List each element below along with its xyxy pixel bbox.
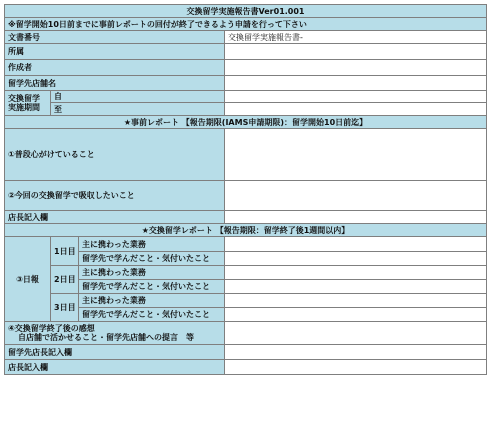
period-label-line-1: 交換留学 [8,94,40,103]
period-from-label: 自 [51,91,225,103]
day-3-learned-label: 留学先で学んだこと・気付いたこと [79,308,225,322]
host-store-label: 留学先店舗名 [5,76,225,91]
pre-report-header: ★事前レポート 【報告期限(IAMS申請期限)：留学開始10日前迄】 [5,116,487,129]
question-4-label [5,322,225,345]
question-1-label: ①普段心がけていること [5,129,225,181]
department-label: 所属 [5,44,225,60]
author-field[interactable] [225,60,487,76]
final-manager-comment-field[interactable] [225,360,487,375]
day-2-learned-label: 留学先で学んだこと・気付いたこと [79,280,225,294]
question-2-label: ②今回の交換留学で吸収したいこと [5,181,225,211]
daily-report-label: ③日報 [5,237,51,322]
question-1-field[interactable] [225,129,487,181]
day-3-label: 3日目 [51,294,79,322]
day-1-task-label: 主に携わった業務 [79,237,225,252]
final-manager-comment-label: 店長記入欄 [5,360,225,375]
period-from-field[interactable] [225,91,487,103]
manager-comment-label: 店長記入欄 [5,211,225,224]
day-1-learned-label: 留学先で学んだこと・気付いたこと [79,252,225,266]
author-label: 作成者 [5,60,225,76]
day-2-learned-field[interactable] [225,280,487,294]
host-store-field[interactable] [225,76,487,91]
doc-number-field[interactable]: 交換留学実施報告書- [225,31,487,44]
question-4-line-2: 自店舗で活かせること・留学先店舗への提言 等 [18,333,194,342]
exchange-period-label [5,91,51,116]
host-manager-comment-field[interactable] [225,345,487,360]
day-2-task-field[interactable] [225,266,487,280]
day-2-label: 2日目 [51,266,79,294]
form-title: 交換留学実施報告書Ver01.001 [5,5,487,18]
question-2-field[interactable] [225,181,487,211]
day-1-label: 1日目 [51,237,79,266]
report-table [4,4,487,375]
day-1-task-field[interactable] [225,237,487,252]
day-2-task-label: 主に携わった業務 [79,266,225,280]
manager-comment-field[interactable] [225,211,487,224]
question-4-line-1: ④交換留学終了後の感想 [8,324,95,333]
post-report-header: ★交換留学レポート 【報告期限：留学終了後1週間以内】 [5,224,487,237]
period-to-field[interactable] [225,103,487,116]
department-field[interactable] [225,44,487,60]
question-4-field[interactable] [225,322,487,345]
day-3-task-label: 主に携わった業務 [79,294,225,308]
day-3-learned-field[interactable] [225,308,487,322]
doc-number-label: 文書番号 [5,31,225,44]
period-to-label: 至 [51,103,225,116]
report-form [4,4,486,414]
deadline-notice: ※留学開始10日前までに事前レポートの回付が終了できるよう申請を行って下さい [5,18,487,31]
host-manager-comment-label: 留学先店長記入欄 [5,345,225,360]
day-3-task-field[interactable] [225,294,487,308]
day-1-learned-field[interactable] [225,252,487,266]
period-label-line-2: 実施期間 [8,103,40,112]
